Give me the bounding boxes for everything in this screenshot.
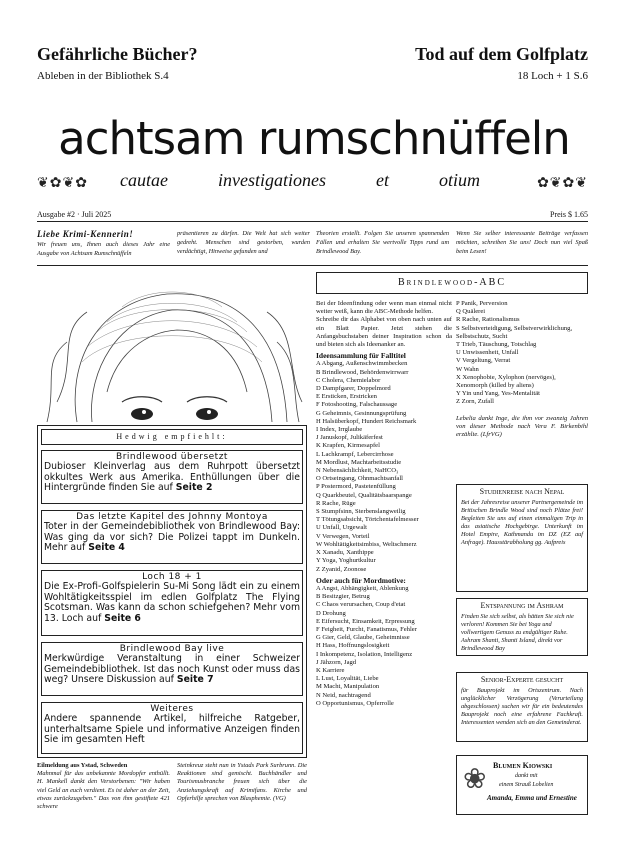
ad-title: Entspannung im Ashram [480,601,564,610]
list-item: F Fotoshooting, Falschaussage [316,401,398,409]
list-item: W Wahn [456,365,479,373]
section-heading-motives: Oder auch für Mordmotive: [316,575,406,585]
intro-col-3: Theorien erstellt. Folgen Sie unseren spannenden Fällen und erhalten Sie wertvolle Tipps rund um Brindlewood Bay. [316,230,449,255]
page-ref[interactable]: Seite 4 [88,542,125,553]
list-item: I Index, Irrglaube [316,426,363,434]
recommendation-title: Brindlewood Bay live [119,644,225,654]
ornament-right-icon: ✿❦✿❦ [537,176,588,191]
list-item: S Stumpfsinn, Sterbenslangweilig [316,508,406,516]
recommendation-title: Das letzte Kapitel des Johnny Montoya [76,512,268,522]
list-item: V Vergeltung, Verrat [456,357,511,365]
recommendation-text: Dubioser Kleinverlag aus dem Ruhrpott übersetzt okkultes Werk aus Amerika. Enthüllungen über die Hintergründe finden Sie auf Seite 2 [44,461,300,493]
list-item: B Besitzgier, Betrug [316,593,370,601]
list-item: O Opportunismus, Opferrolle [316,699,394,707]
list-item: D Drohung [316,609,346,617]
breaking-news-col-1 [37,762,170,811]
list-item: X Xenophobie, Xylophon (nervöges), Xenomorph (killed by aliens) [456,373,556,390]
list-item: N Neid, nachtragend [316,691,371,699]
recommendation-text: Merkwürdige Veranstaltung in einer Schweizer Gemeindebibliothek. Ist das noch Kunst oder muss das weg? Unsere Diskussion auf Seite 7 [44,653,300,685]
ad-title: Senior-Experte gesucht [480,675,564,684]
florist-name: Blumen Kiowski [493,761,553,770]
list-item: S Selbstverteidigung, Selbstverwirklichung, Selbstschutz, Sucht [456,324,573,340]
divider [37,265,588,266]
abc-thanks: Lebelia dankt Inge, die ihm vor zwanzig Jahren von dieser Methode nach Vera F. Birkenbihl erzählte. (LfrVG) [456,414,588,439]
list-item: W Wohltätigkeitsimbiss, Weltschmerz [316,540,417,548]
headline-left: Gefährliche Bücher? [37,44,198,64]
list-item: X Xanadu, Xanthippe [316,549,374,557]
recommendation-title: Loch 18 + 1 [142,572,202,582]
list-item: G Gier, Geld, Glaube, Geheimnisse [316,634,410,642]
ad-title: Studienreise nach Nepal [479,487,565,496]
ad-text: für Bauprojekt im Ortszentrum. Nach unglücklicher Verzögerung (Verurteilung abgeschlossen) suchen wir für ein bedeutendes Bauprojekt noch eine erfahrene Fachkraft. Interessenten wenden sich an den Gemeinderat. [461,687,583,726]
recommendation-title: Brindlewood übersetzt [116,452,228,462]
list-item: G Geheimnis, Gesinnungsprüfung [316,409,407,417]
ornament-left-icon: ❦✿❦✿ [37,176,88,191]
page-ref[interactable]: Seite 7 [176,674,214,685]
list-item: V Verwegen, Vorteil [316,532,370,540]
recommendation-item[interactable] [41,702,303,754]
price: Preis $ 1.65 [550,210,588,219]
list-item: H Halsüberkopf, Hundert Reichsmark [316,417,417,425]
intro-col-4: Wenn Sie selber interessante Beiträge verfassen möchten, schreiben Sie uns! Doch nun viel Spaß beim Lesen! [456,230,588,255]
list-item: K Karriere [316,666,345,674]
recommendation-item[interactable] [41,642,303,696]
recommendation-item[interactable] [41,450,303,504]
list-item: Q Quälerei [456,308,486,316]
list-item: E Ersticken, Erstricken [316,393,377,401]
list-item: J Januskopf, Julikäferfest [316,434,383,442]
list-item: M Mordlust, Machtarbeitsstudie [316,458,402,466]
intro-col-1: Wir freuen uns, Ihnen auch dieses Jahr eine Ausgabe von Achtsam Rumschnüffeln [37,241,170,257]
hedwig-heading: Hedwig empfiehlt: [41,429,303,445]
title-ideas-list [316,360,452,573]
masthead-subtitle [120,170,480,191]
list-item: J Jähzorn, Jagd [316,658,357,666]
recommendation-text: Die Ex-Profi-Golfspielerin Su-Mi Song lädt ein zu einem Wohltätigkeitsspiel im edlen Golfplatz The Flying Scotsman. Was kann da schon schiefgehen? Mehr vom 13. Loch auf Seite 6 [44,581,300,624]
list-item: L Lust, Loyalität, Liebe [316,675,379,683]
subtitle-word: otium [438,170,480,190]
list-item: N Nebensächlichkeit, NaHCO₃ [316,467,399,475]
recommendation-item[interactable] [41,510,303,564]
ad-ashram[interactable] [456,598,588,656]
subtitle-word: investigationes [217,170,326,190]
list-item: M Macht, Manipulation [316,683,380,691]
divider [37,221,588,222]
recommendation-text: Andere spannende Artikel, hilfreiche Ratgeber, unterhaltsame Spiele und informative Anzeigen finden Sie im gesamten Heft [44,713,300,745]
list-item: L Lachkrampf, Lebercirrhose [316,450,394,458]
list-item: A Angst, Abhängigkeit, Ablenkung [316,584,409,592]
list-item: A Abgang, Außenschwimmbecken [316,360,408,368]
list-item: Q Quarkbeutel, Qualitätsbaarspange [316,491,412,499]
headline-left-sub: Ableben in der Bibliothek S.4 [37,70,169,82]
masthead-title: achtsam rumschnüffeln [58,112,570,165]
recommendation-item[interactable] [41,570,303,636]
flower-icon: ❀ [463,764,487,795]
list-item: D Dampfgarer, Doppelmord [316,385,391,393]
headline-right: Tod auf dem Golfplatz [415,44,588,64]
abc-intro-2: Schreibe dir das Alphabet von oben nach unten auf ein Blatt Papier. Jetzt stehen die Anfangsbuchstaben deiner Inspiration schon da und bieten sich als Ideenanker an. [316,316,452,349]
list-item: U Unfall, Urgewalt [316,524,367,532]
list-item: Z Zorn, Zufall [456,398,494,406]
subtitle-word: cautae [120,170,168,190]
issue-number: Ausgabe #2 · Juli 2025 [37,210,112,219]
ad-text: Bei der Jahresreise unserer Partnergemeinde im Britischen Brindle Wood sind noch Plätze frei! Begleiten Sie uns auf einen einmaligen Trip in das asiatische Hochgebirge. Unterkunft im Hotel Empire, Kathmandu im DZ (EZ auf Anfrage). Hausstärabholung gg. Aufpreis [461,499,583,546]
list-item: Y Yoga, Yoghurtkultur [316,557,376,565]
list-item: E Eifersucht, Einsamkeit, Erpressung [316,617,415,625]
breaking-news-heading: Eilmeldung aus Ystad, Schweden [37,762,128,769]
abc-heading: Brindlewood-ABC [316,272,588,294]
ad-blumen-kiowski[interactable] [456,755,588,815]
list-item: U Unwissenheit, Unfall [456,349,519,357]
recommendation-title: Weiteres [150,704,194,714]
florist-line-3: Amanda, Emma und Ernestine [487,794,577,802]
florist-line-2: einem Strauß Lobelien [499,782,554,788]
list-item: I Inkompetenz, Isolation, Intelligenz [316,650,413,658]
list-item: B Brindlewood, Behördenwirrwarr [316,368,409,376]
woman-portrait-illustration [37,272,305,427]
list-item: T Trieb, Täuschung, Totschlag [456,341,537,349]
subtitle-word: et [375,170,389,190]
intro-heading: Liebe Krimi-Kennerin! [37,229,134,239]
list-item: P Postermord, Pastetenfüllung [316,483,396,491]
abc-column-continued [456,300,588,439]
motives-list [316,585,452,708]
list-item: Z Zyanid, Zoonose [316,565,367,573]
abc-intro-1: Bei der Ideenfindung oder wenn man einmal nicht weiter weiß, kann die ABC-Methode helfen. [316,300,452,316]
list-item: C Cholera, Chemielabor [316,376,381,384]
breaking-news-text: Mahnmal für das unbekannte Mordopfer enthüllt. H. Mankell dankt den Verstorbenen: "Wir haben viel Geld an euch verdient. Es ist daher an der Zeit, etwas zurückzugeben." Das von ihm gestiftete 421 schwere [37,770,170,811]
page-ref[interactable]: Seite 2 [175,482,213,493]
motives-list-continued [456,300,588,407]
list-item: K Krapfen, Kirmesapfel [316,442,380,450]
list-item: O Ortseingang, Ohnmachtsanfall [316,475,403,483]
section-heading-titles: Ideensammlung für Falltitel [316,351,406,361]
list-item: Y Yin und Yang, Yes-Mentalität [456,390,540,398]
page-ref[interactable]: Seite 6 [104,612,141,624]
abc-column-main [316,300,452,708]
list-item: R Rache, Rüge [316,499,356,507]
list-item: R Rache, Rationalismus [456,316,520,324]
list-item: F Feigheit, Furcht, Fanatismus, Fehler [316,625,417,633]
list-item: P Panik, Perversion [456,300,508,307]
ad-senior-expert[interactable] [456,672,588,742]
list-item: H Hass, Hoffnungslosigkeit [316,642,390,650]
breaking-news-col-2: Steinkreuz steht nun in Ystads Park Surbrunn. Die Reaktionen sind gemischt. Buchhändler und Tourismusbranche freuen sich über die Anziehungskraft auf Krimifans. Kirche und Opferhilfe sprechen von Blasphemie. (VG) [177,762,307,802]
intro-col-2: präsentieren zu dürfen. Die Welt hat sich weiter gedreht. Menschen sind gestorben, wurden verdächtigt, Hinweise gefunden und [177,230,310,255]
ad-nepal[interactable] [456,484,588,592]
florist-line-1: dankt mit [515,773,538,779]
recommendation-text: Toter in der Gemeindebibliothek von Brindlewood Bay: Was ging da vor sich? Die Polizei tappt im Dunkeln. Mehr auf Seite 4 [44,521,300,553]
list-item: C Chaos verursachen, Coup d'etat [316,601,406,609]
ad-text: Finden Sie sich selbst, als hätten Sie sich nie verloren! Kommen Sie bei Yoga und vollwertigem Genuss zu endgültiger Ruhe. Ashram Shanti, Shanti Island, direkt vor Brindlewood Bay [461,613,574,652]
headline-right-sub: 18 Loch + 1 S.6 [517,70,588,82]
list-item: T Tötungsabsicht, Törtchentafelmesser [316,516,419,524]
